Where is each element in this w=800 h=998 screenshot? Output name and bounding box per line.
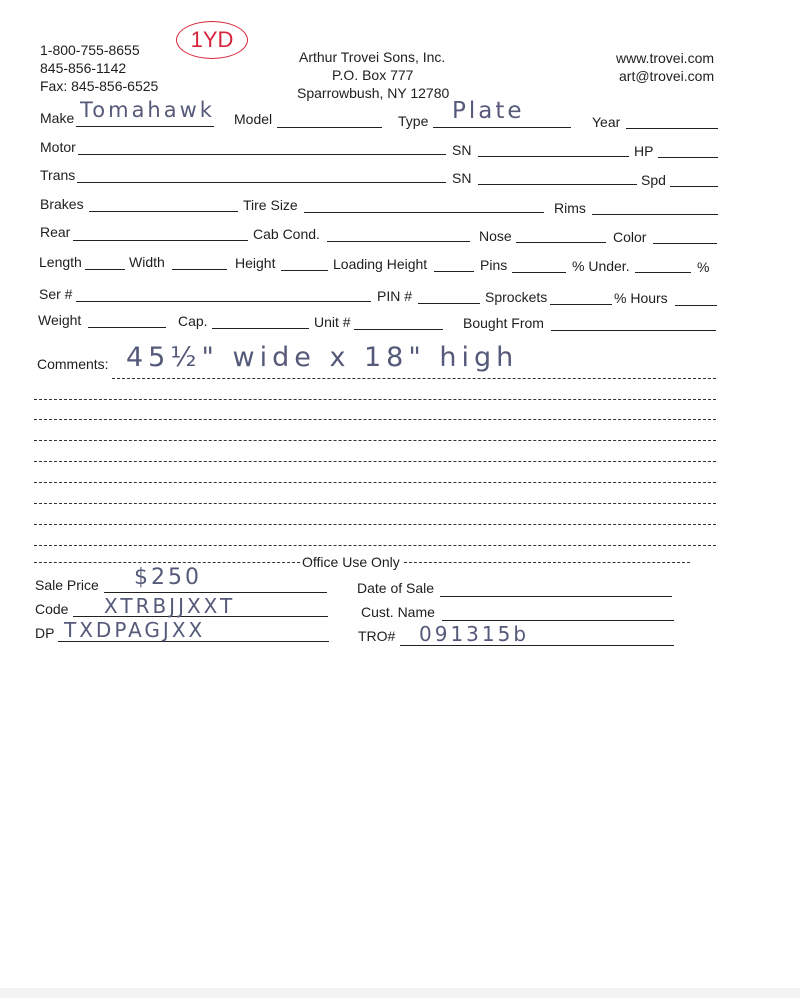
comment-line[interactable] [34,503,716,504]
bought-from-label: Bought From [463,315,544,331]
office-divider-left [34,562,300,563]
comment-line[interactable] [34,545,716,546]
make-label: Make [40,110,75,126]
type-label: Type [398,113,429,129]
bought-from-field[interactable] [551,330,716,331]
comments-label: Comments: [37,356,109,372]
motor-label: Motor [40,139,76,155]
nose-label: Nose [479,228,512,244]
pin-label: PIN # [377,288,413,304]
pin-field[interactable] [418,303,480,304]
length-field[interactable] [85,269,125,270]
phone-number-2: 845-856-1142 [40,60,127,76]
type-value: Plate [452,98,525,124]
pct-hours-field[interactable] [675,305,717,306]
stamp-code: 1YD [176,21,248,59]
cust-name-label: Cust. Name [361,604,435,620]
cab-cond-label: Cab Cond. [253,226,320,242]
sale-price-field[interactable] [104,592,327,593]
sn-label-2: SN [452,170,472,186]
office-use-label: Office Use Only [302,554,400,570]
width-field[interactable] [172,269,227,270]
sprockets-field[interactable] [550,304,612,305]
type-field[interactable] [433,127,571,128]
sale-price-value: $250 [134,565,202,590]
comment-line[interactable] [112,378,716,379]
comment-line[interactable] [34,399,716,400]
company-name: Arthur Trovei Sons, Inc. [299,49,446,65]
hp-label: HP [634,143,654,159]
comment-line[interactable] [34,461,716,462]
trans-field[interactable] [77,182,446,183]
pct-under-label: % Under. [572,258,630,274]
comment-line[interactable] [34,419,716,420]
make-value: Tomahawk [80,98,215,122]
pins-label: Pins [480,257,508,273]
sn-field-2[interactable] [478,184,637,185]
model-label: Model [234,111,273,127]
tro-label: TRO# [358,628,396,644]
tire-size-label: Tire Size [243,197,298,213]
weight-field[interactable] [88,327,166,328]
date-of-sale-field[interactable] [440,596,672,597]
length-label: Length [39,254,82,270]
rims-label: Rims [554,200,586,216]
date-of-sale-label: Date of Sale [357,580,435,596]
code-label: Code [35,601,69,617]
spd-label: Spd [641,172,666,188]
unit-field[interactable] [354,329,443,330]
pct-under-field[interactable] [635,272,691,273]
cust-name-field[interactable] [442,620,674,621]
spd-field[interactable] [670,186,718,187]
email: art@trovei.com [619,68,715,84]
comment-line[interactable] [34,440,716,441]
trans-label: Trans [40,167,76,183]
phone-number: 1-800-755-8655 [40,42,140,58]
rear-field[interactable] [73,240,248,241]
sn-label: SN [452,142,472,158]
comments-value: 45½" wide x 18" high [126,342,519,373]
tro-value: 091315b [419,622,530,646]
comment-line[interactable] [34,482,716,483]
height-field[interactable] [281,270,328,271]
fax-number: Fax: 845-856-6525 [40,78,159,94]
dp-value: TXDPAGJXX [64,618,206,642]
loading-height-field[interactable] [434,271,474,272]
color-field[interactable] [653,243,717,244]
office-divider-right [404,562,690,563]
scan-edge [0,988,800,998]
weight-label: Weight [38,312,82,328]
motor-field[interactable] [78,154,446,155]
make-field[interactable] [76,126,214,127]
po-box: P.O. Box 777 [332,67,414,83]
height-label: Height [235,255,276,271]
pins-field[interactable] [512,272,566,273]
comment-line[interactable] [34,524,716,525]
sn-field[interactable] [478,156,629,157]
cap-field[interactable] [212,328,309,329]
pct-hours-label: % Hours [614,290,668,306]
color-label: Color [613,229,647,245]
rear-label: Rear [40,224,71,240]
website: www.trovei.com [616,50,715,66]
year-field[interactable] [626,128,718,129]
brakes-field[interactable] [89,211,238,212]
nose-field[interactable] [516,242,606,243]
sprockets-label: Sprockets [485,289,548,305]
sale-price-label: Sale Price [35,577,99,593]
dp-label: DP [35,625,55,641]
company-city: Sparrowbush, NY 12780 [297,85,450,101]
unit-label: Unit # [314,314,351,330]
model-field[interactable] [277,127,382,128]
ser-field[interactable] [76,301,371,302]
code-value: XTRBJJXXT [104,594,236,618]
year-label: Year [592,114,621,130]
cab-cond-field[interactable] [327,241,470,242]
brakes-label: Brakes [40,196,84,212]
width-label: Width [129,254,165,270]
tire-size-field[interactable] [304,212,544,213]
loading-height-label: Loading Height [333,256,428,272]
cap-label: Cap. [178,313,208,329]
pct-sign: % [697,259,710,275]
ser-label: Ser # [39,286,73,302]
hp-field[interactable] [658,157,718,158]
rims-field[interactable] [592,214,718,215]
